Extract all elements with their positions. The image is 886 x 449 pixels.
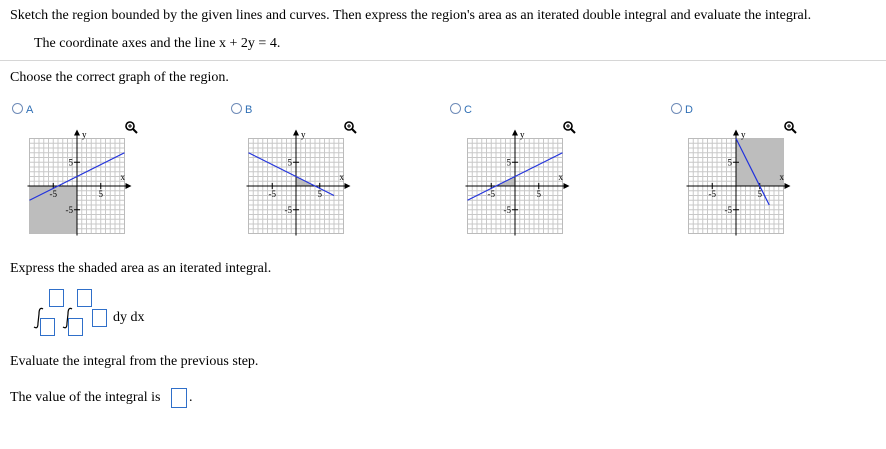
divider — [0, 60, 886, 61]
value-prompt: The value of the integral is — [10, 390, 161, 405]
magnifier-icon[interactable] — [343, 120, 357, 134]
question-instruction: Sketch the region bounded by the given lines and curves. Then express the region's area as an iterated double integral and evaluate the integral. — [10, 8, 812, 23]
x-axis-label: x — [558, 172, 563, 182]
option-c-graph — [465, 118, 573, 238]
x-tick-label-neg: -5 — [49, 189, 57, 199]
x-axis-arrow — [564, 183, 570, 189]
question-given: The coordinate axes and the line x + 2y = 4. — [34, 36, 281, 51]
option-b-graph — [246, 118, 354, 238]
y-axis-arrow — [74, 130, 80, 136]
x-tick-label-pos: 5 — [317, 189, 322, 199]
y-tick-label-pos: 5 — [727, 157, 732, 168]
x-tick-label-neg: -5 — [708, 189, 716, 199]
inner-lower-limit-input[interactable] — [68, 318, 83, 336]
x-tick-label-neg: -5 — [487, 189, 495, 199]
option-d-graph — [686, 118, 794, 238]
x-axis-label: x — [339, 172, 344, 182]
y-tick-label-pos: 5 — [506, 157, 511, 168]
y-axis-arrow — [733, 130, 739, 136]
option-c-letter: C — [464, 104, 472, 116]
y-axis-label: y — [82, 129, 87, 140]
integrand-label: dy dx — [113, 310, 145, 325]
x-axis-arrow — [785, 183, 791, 189]
value-input[interactable] — [171, 388, 187, 408]
x-axis-arrow — [126, 183, 132, 189]
y-axis-arrow — [512, 130, 518, 136]
y-axis-label: y — [301, 129, 306, 140]
option-b-radio[interactable] — [231, 103, 242, 114]
integrand-input[interactable] — [92, 309, 107, 327]
y-tick-label-neg: -5 — [503, 204, 511, 215]
express-prompt: Express the shaded area as an iterated integral. — [10, 261, 272, 276]
inner-upper-limit-input[interactable] — [77, 289, 92, 307]
x-axis-arrow — [345, 183, 351, 189]
magnifier-icon[interactable] — [124, 120, 138, 134]
outer-upper-limit-input[interactable] — [49, 289, 64, 307]
y-tick-label-pos: 5 — [287, 157, 292, 168]
option-d-letter: D — [685, 104, 693, 116]
x-tick-label-pos: 5 — [757, 189, 762, 199]
magnifier-icon[interactable] — [783, 120, 797, 134]
option-a-radio[interactable] — [12, 103, 23, 114]
magnifier-icon[interactable] — [562, 120, 576, 134]
option-b-letter: B — [245, 104, 253, 116]
x-tick-label-pos: 5 — [536, 189, 541, 199]
evaluate-prompt: Evaluate the integral from the previous step. — [10, 354, 259, 369]
y-tick-label-neg: -5 — [724, 204, 732, 215]
y-axis-arrow — [293, 130, 299, 136]
x-tick-label-pos: 5 — [98, 189, 103, 199]
y-tick-label-neg: -5 — [65, 204, 73, 215]
y-tick-label-pos: 5 — [68, 157, 73, 168]
shaded-region — [736, 139, 784, 187]
outer-lower-limit-input[interactable] — [40, 318, 55, 336]
option-a-letter: A — [26, 104, 34, 116]
option-d-radio[interactable] — [671, 103, 682, 114]
y-tick-label-neg: -5 — [284, 204, 292, 215]
value-suffix: . — [189, 390, 193, 405]
x-axis-label: x — [120, 172, 125, 182]
option-c-radio[interactable] — [450, 103, 461, 114]
choose-prompt: Choose the correct graph of the region. — [10, 70, 229, 85]
x-axis-label: x — [779, 172, 784, 182]
y-axis-label: y — [741, 129, 746, 140]
x-tick-label-neg: -5 — [268, 189, 276, 199]
option-a-graph — [27, 118, 135, 238]
y-axis-label: y — [520, 129, 525, 140]
